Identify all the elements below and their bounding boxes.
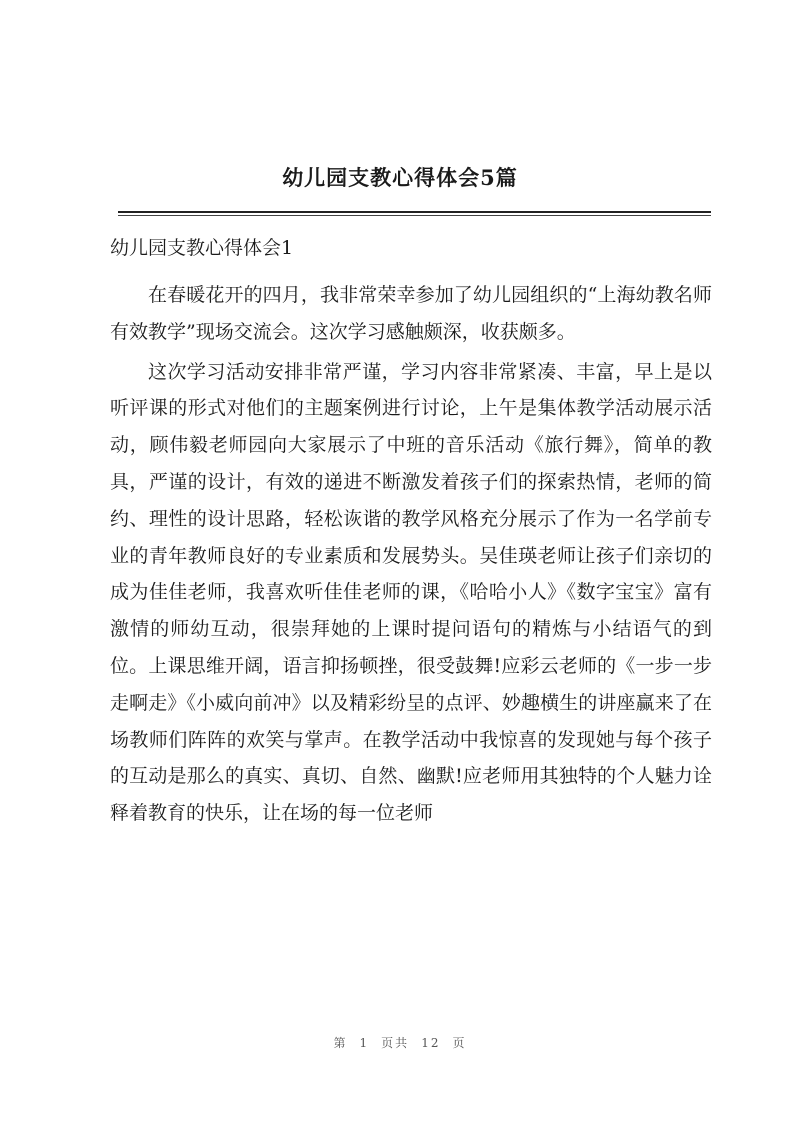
body-text (110, 277, 712, 835)
footer-total-pages: 12 (421, 1036, 441, 1050)
page-footer (0, 1034, 800, 1051)
section-heading: 幼儿园支教心得体会1 (110, 237, 294, 259)
footer-middle: 页共 (381, 1036, 410, 1050)
footer-prefix: 第 (333, 1036, 348, 1050)
title-rule-thin (118, 215, 711, 216)
paragraph-2: 这次学习活动安排非常严谨，学习内容非常紧凑、丰富，早上是以听评课的形式对他们的主题案例进行讨论，上午是集体教学活动展示活动，顾伟毅老师园向大家展示了中班的音乐活动《旅行舞》，简单的教具，严谨的设计，有效的递进不断激发着孩子们的探索热情，老师的简约、理性的设计思路，轻松诙谐的教学风格充分展示了作为一名学前专业的青年教师良好的专业素质和发展势头。吴佳瑛老师让孩子们亲切的成为佳佳老师，我喜欢听佳佳老师的课，《哈哈小人》《数字宝宝》富有激情的师幼互动，很崇拜她的上课时提问语句的精炼与小结语气的到位。上课思维开阔，语言抑扬顿挫，很受鼓舞!应彩云老师的《一步一步走啊走》《小威向前冲》以及精彩纷呈的点评、妙趣横生的讲座赢来了在场教师们阵阵的欢笑与掌声。在教学活动中我惊喜的发现她与每个孩子的互动是那么的真实、真切、自然、幽默!应老师用其独特的个人魅力诠释着教育的快乐，让在场的每一位老师 (110, 360, 712, 825)
title-rule-thick (118, 211, 711, 213)
paragraph-1: 在春暖花开的四月，我非常荣幸参加了幼儿园组织的“上海幼教名师有效教学”现场交流会。这次学习感触颇深，收获颇多。 (110, 284, 712, 343)
document-title: 幼儿园支教心得体会5篇 (282, 165, 518, 190)
footer-suffix: 页 (452, 1036, 467, 1050)
footer-current-page: 1 (359, 1036, 370, 1050)
